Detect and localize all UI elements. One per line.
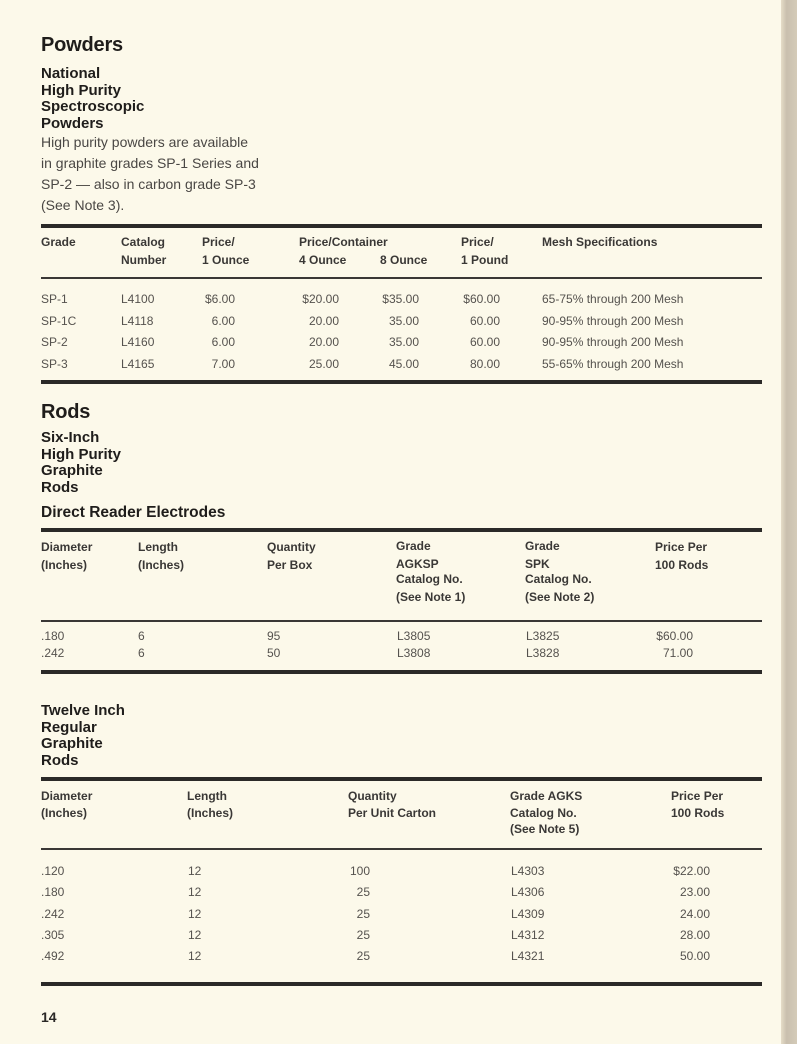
cell-price-4oz: 25.00: [308, 357, 339, 371]
six-inch-subtitle-line: Six-Inch: [41, 429, 100, 446]
cell-price-4oz: $20.00: [302, 292, 339, 306]
six-inch-table-header-rule: [41, 620, 762, 622]
header-grade-spk: [525, 539, 594, 605]
header-line: Catalog: [121, 235, 166, 249]
header-catalog-number: [121, 234, 166, 269]
cell-price-1oz: 6.00: [211, 314, 235, 328]
cell-catalog: L4303: [511, 864, 545, 878]
twelve-inch-subtitle-line: Rods: [41, 751, 79, 769]
cell-price-1lb: 60.00: [469, 314, 500, 328]
cell-length: 12: [188, 928, 202, 942]
powders-table-top-rule: [41, 224, 762, 228]
cell-catalog: L4306: [511, 885, 545, 899]
header-grade-agksp: [396, 539, 465, 605]
twelve-inch-subtitle-line: Graphite: [41, 735, 103, 752]
cell-price-1lb: 80.00: [469, 357, 500, 371]
header-line: Grade: [396, 539, 431, 553]
cell-quantity: 25: [356, 949, 370, 963]
powders-subtitle: [41, 66, 144, 132]
header-length: [187, 788, 233, 821]
cell-spk-catalog: L3825: [526, 629, 560, 643]
header-line: (See Note 2): [525, 589, 595, 604]
header-8-ounce: 8 Ounce: [380, 252, 428, 267]
powders-heading: Powders: [41, 34, 123, 56]
cell-diameter: .120: [41, 864, 65, 878]
header-price-per-100-rods: [655, 539, 708, 574]
cell-grade: SP-1: [41, 292, 68, 306]
cell-grade: SP-3: [41, 357, 68, 371]
six-inch-subtitle-line: Graphite: [41, 462, 103, 479]
cell-price-1oz: 7.00: [211, 357, 235, 371]
header-line: AGKSP: [396, 556, 439, 571]
cell-grade: SP-2: [41, 335, 68, 349]
cell-price: $22.00: [673, 864, 710, 878]
header-quantity: [348, 788, 436, 821]
header-grade: Grade: [41, 235, 76, 249]
powders-table-bottom-rule: [41, 380, 762, 384]
cell-diameter: .305: [41, 928, 65, 942]
powders-table-header-rule: [41, 277, 762, 279]
cell-mesh: 65-75% through 200 Mesh: [542, 292, 684, 306]
six-inch-subtitle-line: High Purity: [41, 445, 122, 463]
cell-price-8oz: 35.00: [388, 335, 419, 349]
powders-description-line: in graphite grades SP-1 Series and: [41, 155, 259, 171]
header-line: 100 Rods: [671, 805, 725, 820]
cell-agksp-catalog: L3805: [397, 629, 431, 643]
cell-price-8oz: 45.00: [388, 357, 419, 371]
cell-price-1oz: $6.00: [204, 292, 235, 306]
header-price-per-100-rods: [671, 788, 724, 821]
cell-price: $60.00: [656, 629, 693, 643]
header-line: SPK: [525, 556, 550, 571]
header-line: Length: [187, 789, 227, 803]
header-grade-agks: [510, 788, 582, 838]
header-line: Quantity: [348, 789, 397, 803]
header-line: (See Note 1): [396, 589, 466, 604]
header-line: Length: [138, 540, 178, 554]
header-line: Diameter: [41, 789, 93, 803]
cell-price-1oz: 6.00: [211, 335, 235, 349]
header-price-1-ounce: [202, 234, 249, 269]
twelve-inch-subtitle: [41, 703, 125, 769]
cell-price: 24.00: [679, 907, 710, 921]
cell-length: 12: [188, 949, 202, 963]
twelve-inch-subtitle-line: Twelve Inch: [41, 702, 125, 719]
page-number: 14: [41, 1009, 57, 1025]
cell-quantity: 100: [349, 864, 370, 878]
cell-length: 6: [138, 629, 145, 643]
header-line: (Inches): [187, 805, 234, 820]
header-line: Per Unit Carton: [348, 805, 437, 820]
cell-length: 6: [138, 646, 145, 660]
cell-price: 50.00: [679, 949, 710, 963]
cell-catalog: L4321: [511, 949, 545, 963]
cell-catalog: L4165: [121, 357, 155, 371]
cell-length: 12: [188, 864, 202, 878]
cell-quantity: 25: [356, 907, 370, 921]
cell-price: 23.00: [679, 885, 710, 899]
cell-quantity: 95: [267, 629, 281, 643]
cell-mesh: 55-65% through 200 Mesh: [542, 357, 684, 371]
cell-agksp-catalog: L3808: [397, 646, 431, 660]
page-edge-shadow: [781, 0, 797, 1044]
powders-subtitle-line: National: [41, 65, 101, 82]
cell-catalog: L4309: [511, 907, 545, 921]
cell-length: 12: [188, 907, 202, 921]
cell-diameter: .492: [41, 949, 65, 963]
header-mesh-specifications: Mesh Specifications: [542, 235, 658, 249]
header-line: (Inches): [41, 805, 88, 820]
cell-diameter: .242: [41, 646, 65, 660]
powders-description: [41, 132, 259, 216]
cell-quantity: 50: [267, 646, 281, 660]
rods-heading: Rods: [41, 401, 91, 423]
cell-length: 12: [188, 885, 202, 899]
powders-subtitle-line: High Purity: [41, 81, 122, 99]
header-line: Grade: [525, 539, 560, 553]
header-quantity: [267, 539, 316, 574]
header-line: Diameter: [41, 540, 93, 554]
header-diameter: [41, 539, 92, 574]
cell-price: 28.00: [679, 928, 710, 942]
cell-grade: SP-1C: [41, 314, 77, 328]
powders-description-line: SP-2 — also in carbon grade SP-3: [41, 176, 256, 192]
header-line: Number: [121, 252, 167, 267]
header-line: Price Per: [671, 789, 724, 803]
header-line: Price/: [461, 235, 494, 249]
six-inch-table-top-rule: [41, 528, 762, 532]
powders-subtitle-line: Powders: [41, 114, 104, 132]
cell-price-4oz: 20.00: [308, 314, 339, 328]
header-line: (Inches): [41, 557, 88, 572]
twelve-inch-table-bottom-rule: [41, 982, 762, 986]
cell-mesh: 90-95% through 200 Mesh: [542, 314, 684, 328]
header-line: Catalog No.: [396, 572, 463, 586]
six-inch-subtitle-line: Rods: [41, 478, 79, 496]
header-line: Catalog No.: [510, 805, 577, 820]
header-line: Price/: [202, 235, 235, 249]
header-length: [138, 539, 184, 574]
header-4-ounce: 4 Ounce: [299, 252, 347, 267]
cell-catalog: L4160: [121, 335, 155, 349]
direct-reader-electrodes-title: Direct Reader Electrodes: [41, 504, 226, 521]
powders-description-line: High purity powders are available: [41, 134, 248, 150]
twelve-inch-table-header-rule: [41, 848, 762, 850]
cell-catalog: L4100: [121, 292, 155, 306]
cell-price-4oz: 20.00: [308, 335, 339, 349]
header-price-1-pound: [461, 234, 508, 269]
cell-mesh: 90-95% through 200 Mesh: [542, 335, 684, 349]
cell-price: 71.00: [662, 646, 693, 660]
six-inch-subtitle: [41, 430, 121, 496]
cell-diameter: .180: [41, 629, 65, 643]
cell-catalog: L4312: [511, 928, 545, 942]
cell-diameter: .242: [41, 907, 65, 921]
header-line: Per Box: [267, 557, 313, 572]
cell-catalog: L4118: [121, 314, 154, 328]
cell-price-8oz: 35.00: [388, 314, 419, 328]
cell-quantity: 25: [356, 885, 370, 899]
cell-spk-catalog: L3828: [526, 646, 560, 660]
header-line: (Inches): [138, 557, 185, 572]
header-diameter: [41, 788, 92, 821]
powders-subtitle-line: Spectroscopic: [41, 98, 145, 115]
cell-quantity: 25: [356, 928, 370, 942]
twelve-inch-subtitle-line: Regular: [41, 718, 97, 736]
header-line: (See Note 5): [510, 822, 580, 836]
cell-price-1lb: 60.00: [469, 335, 500, 349]
twelve-inch-table-top-rule: [41, 777, 762, 781]
six-inch-table-bottom-rule: [41, 670, 762, 674]
header-line: Grade AGKS: [510, 789, 583, 803]
header-line: Quantity: [267, 540, 316, 554]
cell-price-1lb: $60.00: [463, 292, 500, 306]
header-line: 1 Pound: [461, 252, 509, 267]
header-price-container: Price/Container: [299, 235, 388, 249]
powders-description-line: (See Note 3).: [41, 197, 125, 213]
cell-diameter: .180: [41, 885, 65, 899]
cell-price-8oz: $35.00: [382, 292, 419, 306]
header-line: Catalog No.: [525, 572, 592, 586]
header-line: 1 Ounce: [202, 252, 250, 267]
header-line: Price Per: [655, 540, 708, 554]
header-line: 100 Rods: [655, 557, 709, 572]
